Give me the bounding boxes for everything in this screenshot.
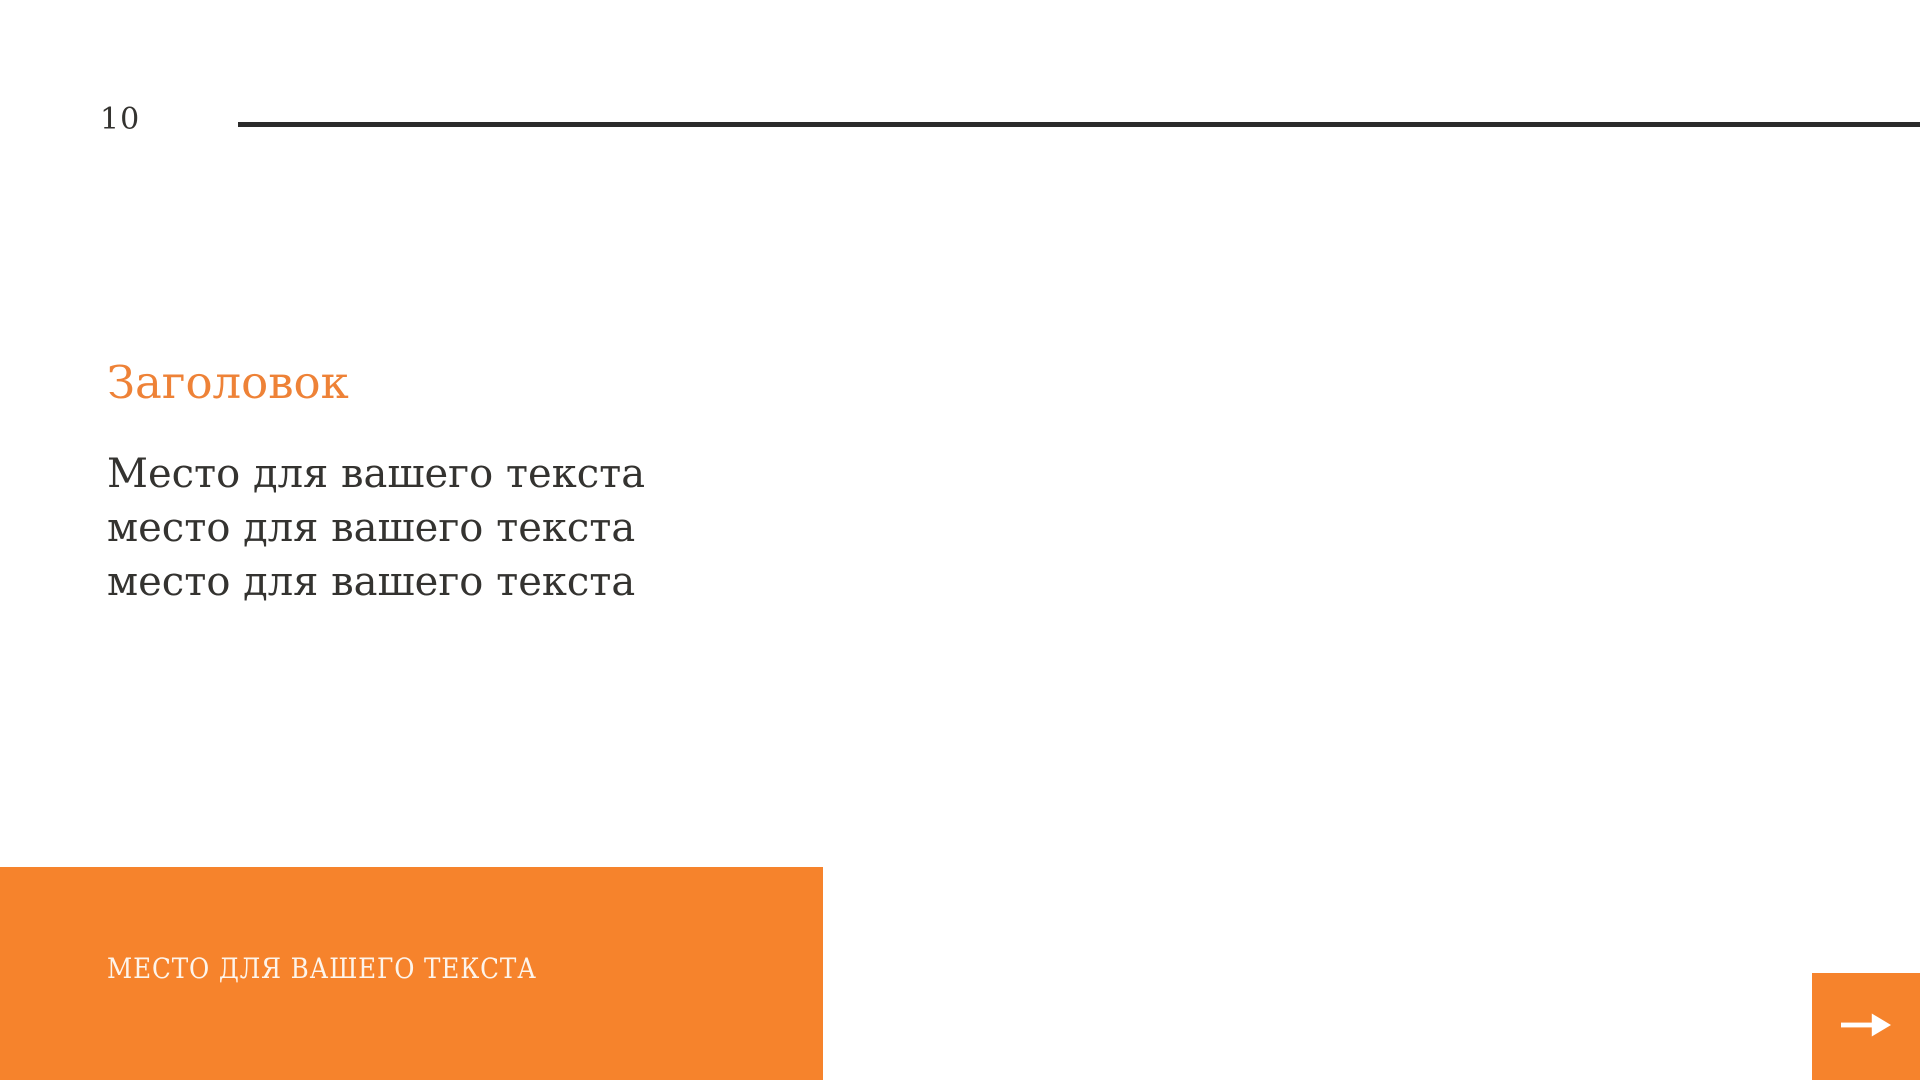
right-arrow-icon	[1841, 1012, 1891, 1041]
body-line: место для вашего текста	[107, 559, 636, 605]
footer-band	[0, 867, 823, 1080]
top-divider-line	[238, 122, 1920, 127]
body-line: место для вашего текста	[107, 505, 636, 551]
page-number: 10	[100, 102, 141, 137]
footer-caption: МЕСТО ДЛЯ ВАШЕГО ТЕКСТА	[107, 952, 537, 985]
body-text-block	[107, 447, 645, 609]
next-slide-button[interactable]	[1812, 973, 1920, 1080]
slide-heading: Заголовок	[107, 356, 349, 409]
body-line: Место для вашего текста	[107, 451, 646, 497]
